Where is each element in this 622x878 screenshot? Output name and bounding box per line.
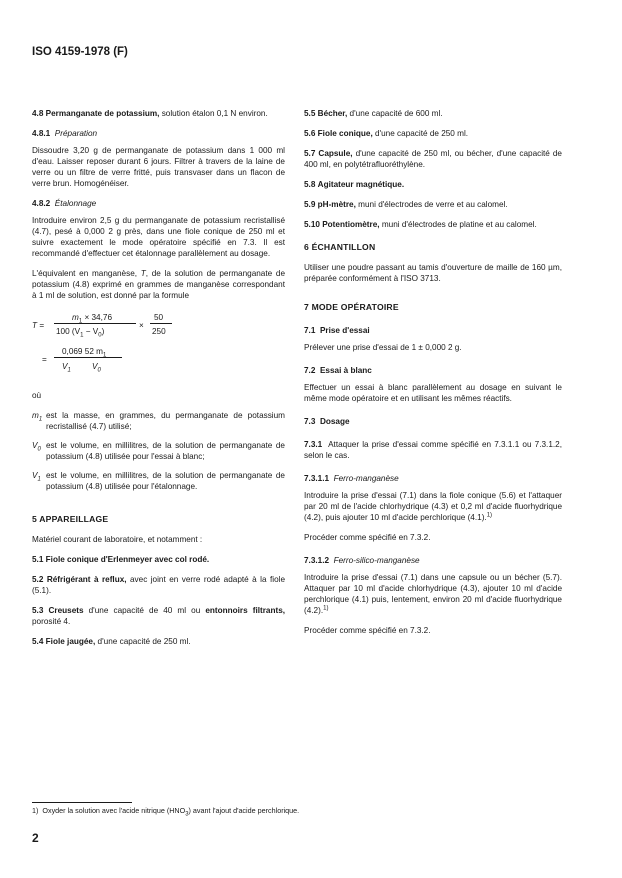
section-4-8-1-heading: 4.8.1 Préparation bbox=[32, 129, 98, 138]
section-7-1-heading: 7.1 Prise d'essai bbox=[304, 326, 370, 335]
formula-num2: 50 bbox=[154, 313, 164, 322]
formula-den1: 100 $(V_1 - V_0)$ bbox=[56, 327, 105, 339]
section-7-3-1-2-text: Introduire la prise d'essai (7.1) dans une capsule ou un bécher (5.7). Attaquer par 10 ml d'acide chlorhydrique (4.3), ajouter 10 ml d'acide perchlorique (4.1) puis, lentement, environ 20 ml d'acide fluorhydrique (4.2).$^{1)}$ bbox=[304, 573, 562, 615]
section-7-3-heading: 7.3 Dosage bbox=[304, 417, 350, 426]
formula-num1: $m_1 \times 34,76$ bbox=[72, 313, 112, 325]
section-7-3-1-1-heading: 7.3.1.1 Ferro-manganèse bbox=[304, 474, 399, 483]
section-6-text: Utiliser une poudre passant au tamis d'ouverture de maille de 160 µm, préparée conformément à l'ISO 3713. bbox=[304, 263, 562, 283]
document-header: ISO 4159-1978 (F) bbox=[32, 46, 128, 58]
section-7-3-1-1-text: Introduire la prise d'essai (7.1) dans la fiole conique (5.6) et l'attaquer par 20 ml de l'acide chlorhydrique (4.3) et 0,2 ml d'acide fluorhydrique (4.2), puis ajouter 10 ml d'acide perchlorique (4.1).$^{1)}$ bbox=[304, 491, 562, 522]
section-5-9: 5.9 pH-mètre, muni d'électrodes de verre et au calomel. bbox=[304, 200, 508, 209]
section-7-3-1-2-heading: 7.3.1.2 Ferro-silico-manganèse bbox=[304, 556, 420, 565]
definition-v0: $V_0$ est le volume, en millilitres, de la solution de permanganate de potassium (4.8) utilisée pour l'essai à blanc; bbox=[32, 441, 285, 461]
section-4-8-2-heading: 4.8.2 Étalonnage bbox=[32, 199, 97, 208]
definition-m1: $m_1$ est la masse, en grammes, du permanganate de potassium recristallisé (4.7) utilisé; bbox=[32, 411, 285, 431]
section-5-4: 5.4 Fiole jaugée, d'une capacité de 250 ml. bbox=[32, 637, 191, 646]
left-column bbox=[32, 108, 285, 656]
formula-lhs: T = bbox=[32, 321, 45, 330]
section-7-2-text: Effectuer un essai à blanc parallèlement au dosage en suivant le même mode opératoire et en utilisant les mêmes réactifs. bbox=[304, 383, 562, 403]
section-5-1: 5.1 Fiole conique d'Erlenmeyer avec col rodé. bbox=[32, 555, 210, 564]
formula bbox=[32, 310, 285, 380]
footnote-rule bbox=[32, 802, 132, 803]
formula-times: × bbox=[139, 321, 144, 330]
page-number: 2 bbox=[32, 831, 39, 845]
section-6-heading: 6 ÉCHANTILLON bbox=[304, 242, 376, 252]
formula-den3b: $V_0$ bbox=[92, 362, 101, 374]
section-5-3: 5.3 Creusets d'une capacité de 40 ml ou entonnoirs filtrants, porosité 4. bbox=[32, 606, 286, 626]
section-7-3-1-1-proc: Procéder comme spécifié en 7.3.2. bbox=[304, 533, 431, 542]
fraction-bar bbox=[54, 323, 136, 324]
section-5-intro: Matériel courant de laboratoire, et notamment : bbox=[32, 535, 203, 544]
where-label: où bbox=[32, 391, 42, 400]
section-5-heading: 5 APPAREILLAGE bbox=[32, 514, 109, 524]
right-column bbox=[304, 108, 562, 645]
section-4-8-2-text: Introduire environ 2,5 g du permanganate de potassium recristallisé (4.7), pesé à 0,000 2 g près, dans une fiole conique de 250 ml et suivre exactement le mode opératoire spécifié en 7.3. Il est recommandé d'effectuer cet étalonnage parallèlement au dosage. bbox=[32, 216, 285, 258]
section-7-heading: 7 MODE OPÉRATOIRE bbox=[304, 302, 399, 312]
section-5-6: 5.6 Fiole conique, d'une capacité de 250 ml. bbox=[304, 129, 469, 138]
section-7-2-heading: 7.2 Essai à blanc bbox=[304, 366, 372, 375]
formula-num3: 0,069 52 $m_1$ bbox=[62, 347, 107, 359]
formula-den3a: $V_1$ bbox=[62, 362, 71, 374]
section-5-10: 5.10 Potentiomètre, muni d'électrodes de platine et au calomel. bbox=[304, 220, 537, 229]
section-5-8: 5.8 Agitateur magnétique. bbox=[304, 180, 405, 189]
fraction-bar bbox=[54, 357, 122, 358]
section-4-8: 4.8 Permanganate de potassium, solution étalon 0,1 N environ. bbox=[32, 109, 268, 118]
definition-v1: $V_1$ est le volume, en millilitres, de la solution de permanganate de potassium (4.8) utilisée pour l'étalonnage. bbox=[32, 471, 285, 491]
section-7-3-1: 7.3.1 Attaquer la prise d'essai comme spécifié en 7.3.1.1 ou 7.3.1.2, selon le cas. bbox=[304, 440, 562, 460]
section-5-5: 5.5 Bécher, d'une capacité de 600 ml. bbox=[304, 109, 443, 118]
formula-eq2: = bbox=[42, 355, 47, 364]
equivalent-paragraph: L'équivalent en manganèse, T, de la solution de permanganate de potassium (4.8) exprimé en grammes de manganèse correspondant à 1 ml de solution, est donné par la formule bbox=[32, 269, 285, 300]
section-5-2: 5.2 Réfrigérant à reflux, avec joint en verre rodé adapté à la fiole (5.1). bbox=[32, 575, 286, 595]
section-4-8-1-text: Dissoudre 3,20 g de permanganate de potassium dans 1 000 ml d'eau. Laisser reposer durant 6 jours. Filtrer à travers de la laine de verre ou un filtre de verre fritté, puis transvaser dans un flacon de verre brun. Homogénéiser. bbox=[32, 146, 285, 188]
section-5-7: 5.7 Capsule, d'une capacité de 250 ml, ou bécher, d'une capacité de 400 ml, en polytétrafluoréthylène. bbox=[304, 149, 562, 169]
fraction-bar bbox=[150, 323, 172, 324]
footnote: 1) Oxyder la solution avec l'acide nitrique $(HNO_3)$ avant l'ajout d'acide perchlorique. bbox=[32, 806, 300, 818]
formula-den2: 250 bbox=[152, 327, 166, 336]
section-7-1-text: Prélever une prise d'essai de 1 ± 0,000 2 g. bbox=[304, 343, 462, 352]
section-7-3-1-2-proc: Procéder comme spécifié en 7.3.2. bbox=[304, 626, 431, 635]
